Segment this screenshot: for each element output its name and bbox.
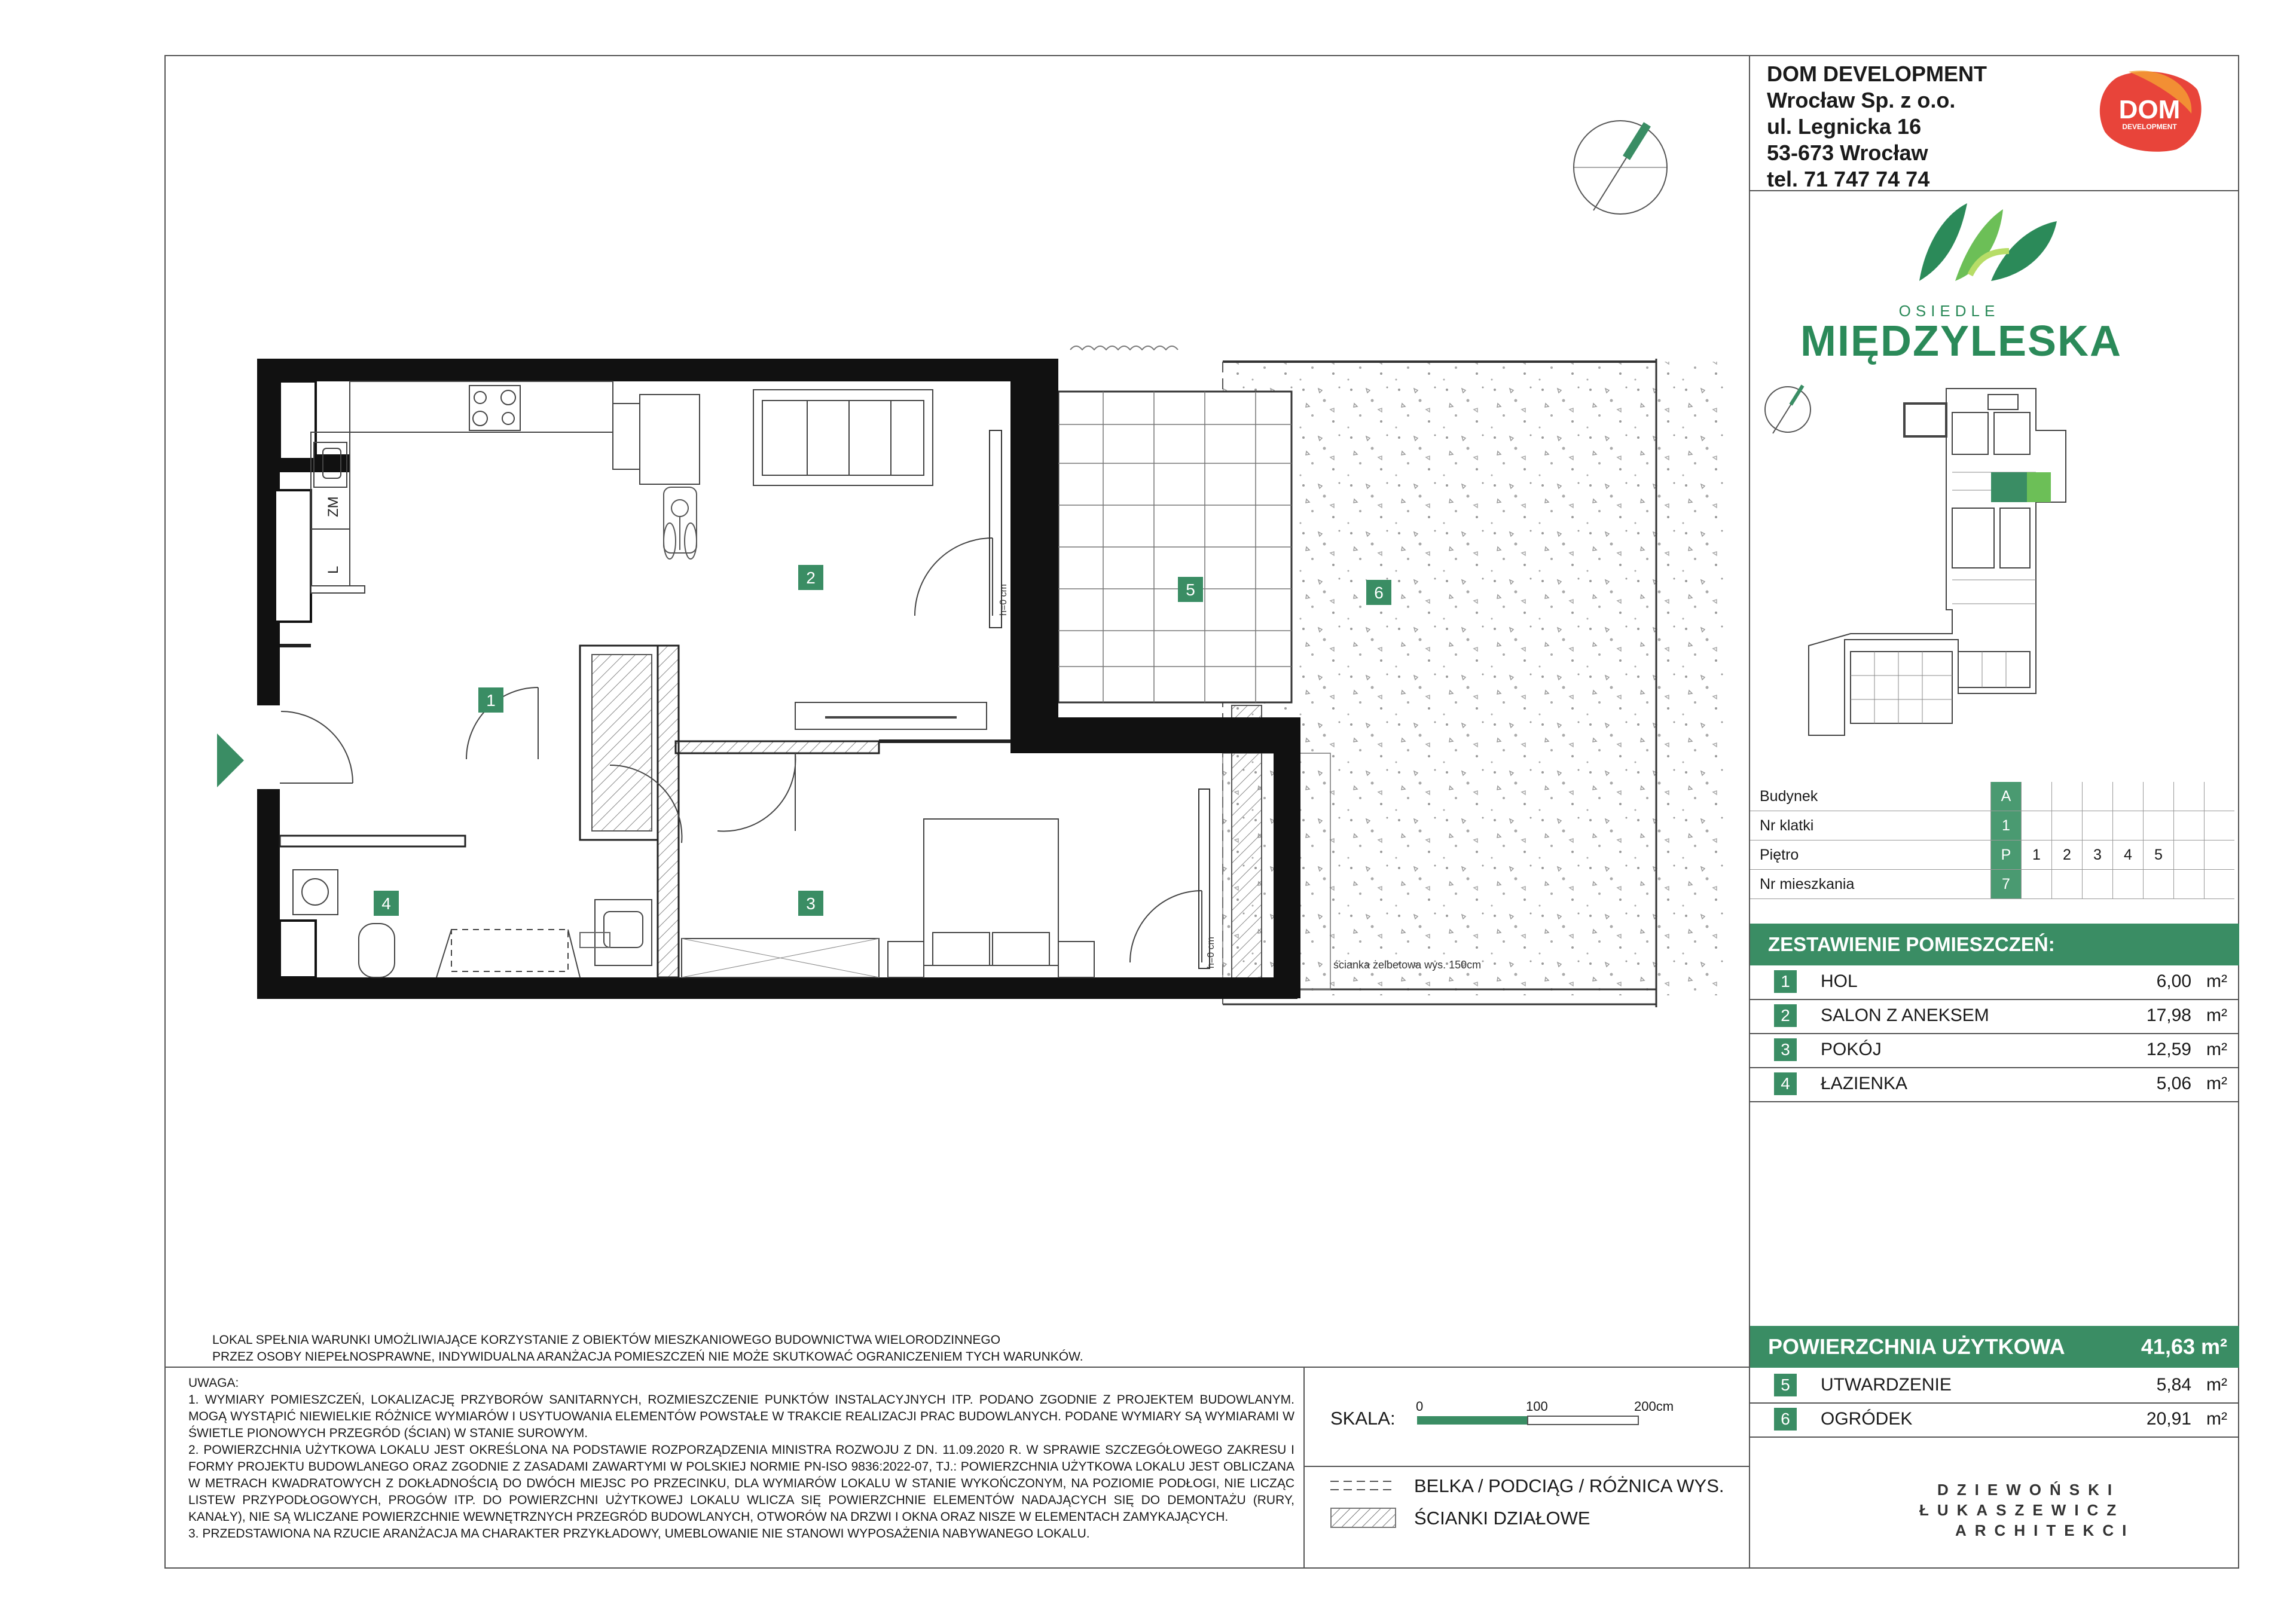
room-area-unit: m² xyxy=(2206,1005,2227,1025)
scale-tick-0: 0 xyxy=(1416,1399,1424,1414)
room-area xyxy=(2157,1074,2227,1094)
info-cell: 1 xyxy=(2022,840,2052,870)
extra-area-unit: m² xyxy=(2206,1409,2227,1429)
info-cell xyxy=(2022,870,2052,899)
info-cell: 2 xyxy=(2052,840,2083,870)
north-compass xyxy=(1567,114,1674,221)
note-item: 2. POWIERZCHNIA UŻYTKOWA LOKALU JEST OKREŚLONA NA PODSTAWIE ROZPORZĄDZENIA MINISTRA ROZWOJU Z DN. 11.09.2020 R. W SPRAWIE SZCZEGÓŁOWEGO ZAKRESU I FORMY PROJEKTU BUDOWLANEGO ORAZ ZGODNIE Z ZASADAMI ZAWARTYMI W POLSKIEJ NORMIE PN-ISO 9836:2022-07, TJ.: POWIERZCHNIA UŻYTKOWA LOKALU JEST OBLICZANA W METRACH KWADRATOWYCH Z DOKŁADNOŚCIĄ DO DWÓCH MIEJSC PO PRZECINKU, DLA WYMIARÓW LOKALU W STANIE WYKOŃCZONYM, NA POZIOMIE PODŁOGI, NIE LICZĄC LISTEW PRZYPODŁOGOWYCH, PROGÓW ITP. DO POWIERZCHNI UŻYTKOWEJ LOKALU WLICZA SIĘ POWIERZCHNIE ELEMENTÓW NADAJĄCYCH SIĘ DO DEMONTAŻU (RURY, KANAŁY), NIE SĄ WLICZANE POWIERZCHNIE WEWNĘTRZNYCH PRZEGRÓD BUDOWLANYCH, OTWORÓW NA DRZWI I OKNA ORAZ NISZE W ELEMENTACH ZAMYKAJĄCYCH. xyxy=(188,1443,1294,1524)
room-2-label: 2 xyxy=(806,568,816,587)
info-label: Nr klatki xyxy=(1750,811,1991,840)
info-cell xyxy=(2205,870,2235,899)
notes-legend-divider xyxy=(1303,1367,1305,1569)
scale-bar xyxy=(1417,1414,1650,1428)
room-name: SALON Z ANEKSEM xyxy=(1821,1005,1989,1025)
info-cell xyxy=(2052,870,2083,899)
info-cell xyxy=(2205,782,2235,811)
info-label: Piętro xyxy=(1750,840,1991,870)
project-name: MIĘDZYLESKA xyxy=(1800,317,2123,365)
washing-machine xyxy=(293,870,338,915)
info-cell: P xyxy=(1991,840,2022,870)
company-city: 53-673 Wrocław xyxy=(1767,140,1928,165)
room-6-label: 6 xyxy=(1374,583,1384,602)
extra-row xyxy=(1750,1403,2239,1438)
room-area xyxy=(2147,1040,2227,1060)
project-prefix: OSIEDLE xyxy=(1898,302,2000,320)
info-row-staircase xyxy=(1750,811,2234,840)
apartment-info-table xyxy=(1750,782,2234,899)
info-cell: 5 xyxy=(2144,840,2174,870)
note-item: 3. PRZEDSTAWIONA NA RZUCIE ARANŻACJA MA CHARAKTER PRZYKŁADOWY, UMEBLOWANIE NIE STANOWI WYPOSAŻENIA NABYWANEGO LOKALU. xyxy=(188,1527,1090,1541)
usable-area-label: POWIERZCHNIA UŻYTKOWA xyxy=(1768,1334,2065,1359)
info-row-apartment-number xyxy=(1750,870,2234,899)
dom-logo-subtext: DEVELOPMENT xyxy=(2122,123,2177,131)
company-line2: Wrocław Sp. z o.o. xyxy=(1767,88,1956,112)
extra-area-value: 20,91 xyxy=(2146,1409,2191,1429)
room-area-value: 5,06 xyxy=(2156,1074,2191,1093)
accessibility-note xyxy=(212,1332,1289,1365)
key-plan-apartment-highlight xyxy=(1991,472,2027,502)
room-1-label: 1 xyxy=(486,691,496,710)
room-name: ŁAZIENKA xyxy=(1821,1074,1908,1093)
dom-logo-text: DOM xyxy=(2118,95,2181,124)
extra-number: 6 xyxy=(1774,1408,1797,1431)
info-cell xyxy=(2052,782,2083,811)
tv-cabinet xyxy=(795,702,987,729)
bedroom-door-threshold-note: h=0 cm xyxy=(1206,937,1216,968)
company-phone: tel. 71 747 74 74 xyxy=(1767,167,1930,191)
sofa xyxy=(753,390,933,485)
info-cell xyxy=(2174,840,2205,870)
legend-beam-label: BELKA / PODCIĄG / RÓŻNICA WYS. xyxy=(1414,1475,1724,1496)
extra-area xyxy=(2147,1409,2227,1429)
info-cell xyxy=(2174,811,2205,840)
room-row xyxy=(1750,965,2239,1000)
extra-name: OGRÓDEK xyxy=(1821,1409,1913,1429)
kitchen-counter xyxy=(350,381,613,432)
extra-name: UTWARDZENIE xyxy=(1821,1375,1952,1395)
extra-area xyxy=(2157,1375,2227,1395)
company-street: ul. Legnicka 16 xyxy=(1767,114,1922,139)
info-cell xyxy=(2083,870,2113,899)
extra-row xyxy=(1750,1369,2239,1404)
key-plan-compass xyxy=(1765,386,1810,433)
dom-development-logo xyxy=(2093,66,2206,155)
entrance-arrow xyxy=(217,733,244,787)
scale-legend-divider xyxy=(1303,1466,1749,1467)
info-label: Nr mieszkania xyxy=(1750,870,1991,899)
info-cell xyxy=(2144,782,2174,811)
legend-partition-label: ŚCIANKI DZIAŁOWE xyxy=(1414,1508,1590,1529)
info-cell xyxy=(2144,870,2174,899)
usable-area-bar xyxy=(1750,1326,2239,1368)
building-key-plan xyxy=(1755,377,2233,765)
accessibility-note-line1: LOKAL SPEŁNIA WARUNKI UMOŻLIWIAJĄCE KORZYSTANIE Z OBIEKTÓW MIESZKANIOWEGO BUDOWNICTWA WIELORODZINNEGO xyxy=(212,1333,1001,1347)
room-area-value: 6,00 xyxy=(2156,971,2191,991)
accessibility-note-line2: PRZEZ OSOBY NIEPEŁNOSPRAWNE, INDYWIDUALNA ARANŻACJA POMIESZCZEŃ NIE MOŻE SKUTKOWAĆ OGRANICZENIEM TYCH WARUNKÓW. xyxy=(212,1350,1083,1364)
extra-area-value: 5,84 xyxy=(2156,1375,2191,1395)
info-row-floor xyxy=(1750,840,2234,870)
architects-line3: ARCHITEKCI xyxy=(1955,1521,2135,1539)
notes-divider xyxy=(164,1367,1749,1368)
usable-area-value: 41,63 m² xyxy=(2141,1334,2227,1359)
room-name: HOL xyxy=(1821,971,1858,991)
room-area-value: 17,98 xyxy=(2146,1005,2191,1025)
room-area-unit: m² xyxy=(2206,1040,2227,1059)
company-name: DOM DEVELOPMENT xyxy=(1767,62,1987,86)
rooms-section-title: ZESTAWIENIE POMIESZCZEŃ: xyxy=(1750,924,2239,965)
legend-partition-symbol xyxy=(1330,1508,1396,1528)
note-item: 1. WYMIARY POMIESZCZEŃ, LOKALIZACJĘ PRZYBORÓW SANITARNYCH, ROZMIESZCZENIE PUNKTÓW INSTALACYJNYCH ITP. PODANO ZGODNIE Z PROJEKTEM BUDOWLANYM. MOGĄ WYSTĄPIĆ NIEWIELKIE RÓŻNICE WYMIARÓW I USYTUOWANIA ELEMENTÓW POWSTAŁE W TRAKCIE REALIZACJI PRAC BUDOWLANYCH. PODANE WYMIARY SĄ WYMIARAMI W ŚWIETLE PIONOWYCH PRZEGRÓD (ŚCIAN) W STANIE SUROWYM. xyxy=(188,1393,1294,1440)
info-cell xyxy=(2113,870,2144,899)
notes-block xyxy=(188,1375,1294,1542)
info-cell xyxy=(2083,782,2113,811)
scale-label: SKALA: xyxy=(1330,1408,1396,1429)
osiedle-leaf-logo xyxy=(1913,197,2069,287)
wheelchair-icon xyxy=(664,487,697,559)
extra-number: 5 xyxy=(1774,1374,1797,1396)
architects-logo xyxy=(1919,1480,2135,1541)
info-cell: A xyxy=(1991,782,2022,811)
info-cell: 7 xyxy=(1991,870,2022,899)
room-area-value: 12,59 xyxy=(2146,1040,2191,1059)
architects-line2: ŁUKASZEWICZ xyxy=(1919,1501,2125,1519)
floor-plan xyxy=(197,335,1728,1076)
room-5-label: 5 xyxy=(1186,580,1195,599)
info-cell xyxy=(2174,782,2205,811)
room-number: 1 xyxy=(1774,970,1797,993)
garden-wall-note: ścianka żelbetowa wys. 150cm xyxy=(1333,959,1482,971)
info-cell xyxy=(2113,811,2144,840)
room-area-unit: m² xyxy=(2206,971,2227,991)
legend-beam-symbol xyxy=(1330,1477,1396,1494)
room-4-label: 4 xyxy=(381,894,391,913)
architects-line1: DZIEWOŃSKI xyxy=(1937,1481,2121,1499)
kitchen-dishwasher-label: L xyxy=(325,566,341,574)
dining-table xyxy=(640,395,700,484)
room-row xyxy=(1750,1000,2239,1034)
room-area xyxy=(2157,971,2227,992)
info-cell: 1 xyxy=(1991,811,2022,840)
kitchen-fridge-label: ZM xyxy=(325,496,341,517)
info-cell xyxy=(2113,782,2144,811)
bed xyxy=(888,819,1094,977)
extra-area-unit: m² xyxy=(2206,1375,2227,1395)
room-number: 4 xyxy=(1774,1072,1797,1095)
room-name: POKÓJ xyxy=(1821,1040,1882,1059)
room-3-label: 3 xyxy=(806,894,816,913)
room-number: 2 xyxy=(1774,1004,1797,1027)
info-cell xyxy=(2205,811,2235,840)
info-cell xyxy=(2144,811,2174,840)
scale-tick-200: 200cm xyxy=(1634,1399,1674,1414)
scale-tick-100: 100 xyxy=(1526,1399,1548,1414)
room-area-unit: m² xyxy=(2206,1074,2227,1093)
living-door-threshold-note: h=0 cm xyxy=(999,584,1009,616)
info-cell xyxy=(2174,870,2205,899)
info-label: Budynek xyxy=(1750,782,1991,811)
info-cell: 4 xyxy=(2113,840,2144,870)
toilet xyxy=(359,924,395,977)
notes-title: UWAGA: xyxy=(188,1376,239,1390)
room-number: 3 xyxy=(1774,1038,1797,1061)
room-area xyxy=(2147,1005,2227,1026)
info-cell xyxy=(2052,811,2083,840)
info-cell: 3 xyxy=(2083,840,2113,870)
info-cell xyxy=(2022,811,2052,840)
info-cell xyxy=(2205,840,2235,870)
info-cell xyxy=(2083,811,2113,840)
company-address xyxy=(1767,61,1987,192)
info-row-building xyxy=(1750,782,2234,811)
room-row xyxy=(1750,1068,2239,1102)
room-row xyxy=(1750,1034,2239,1068)
info-cell xyxy=(2022,782,2052,811)
